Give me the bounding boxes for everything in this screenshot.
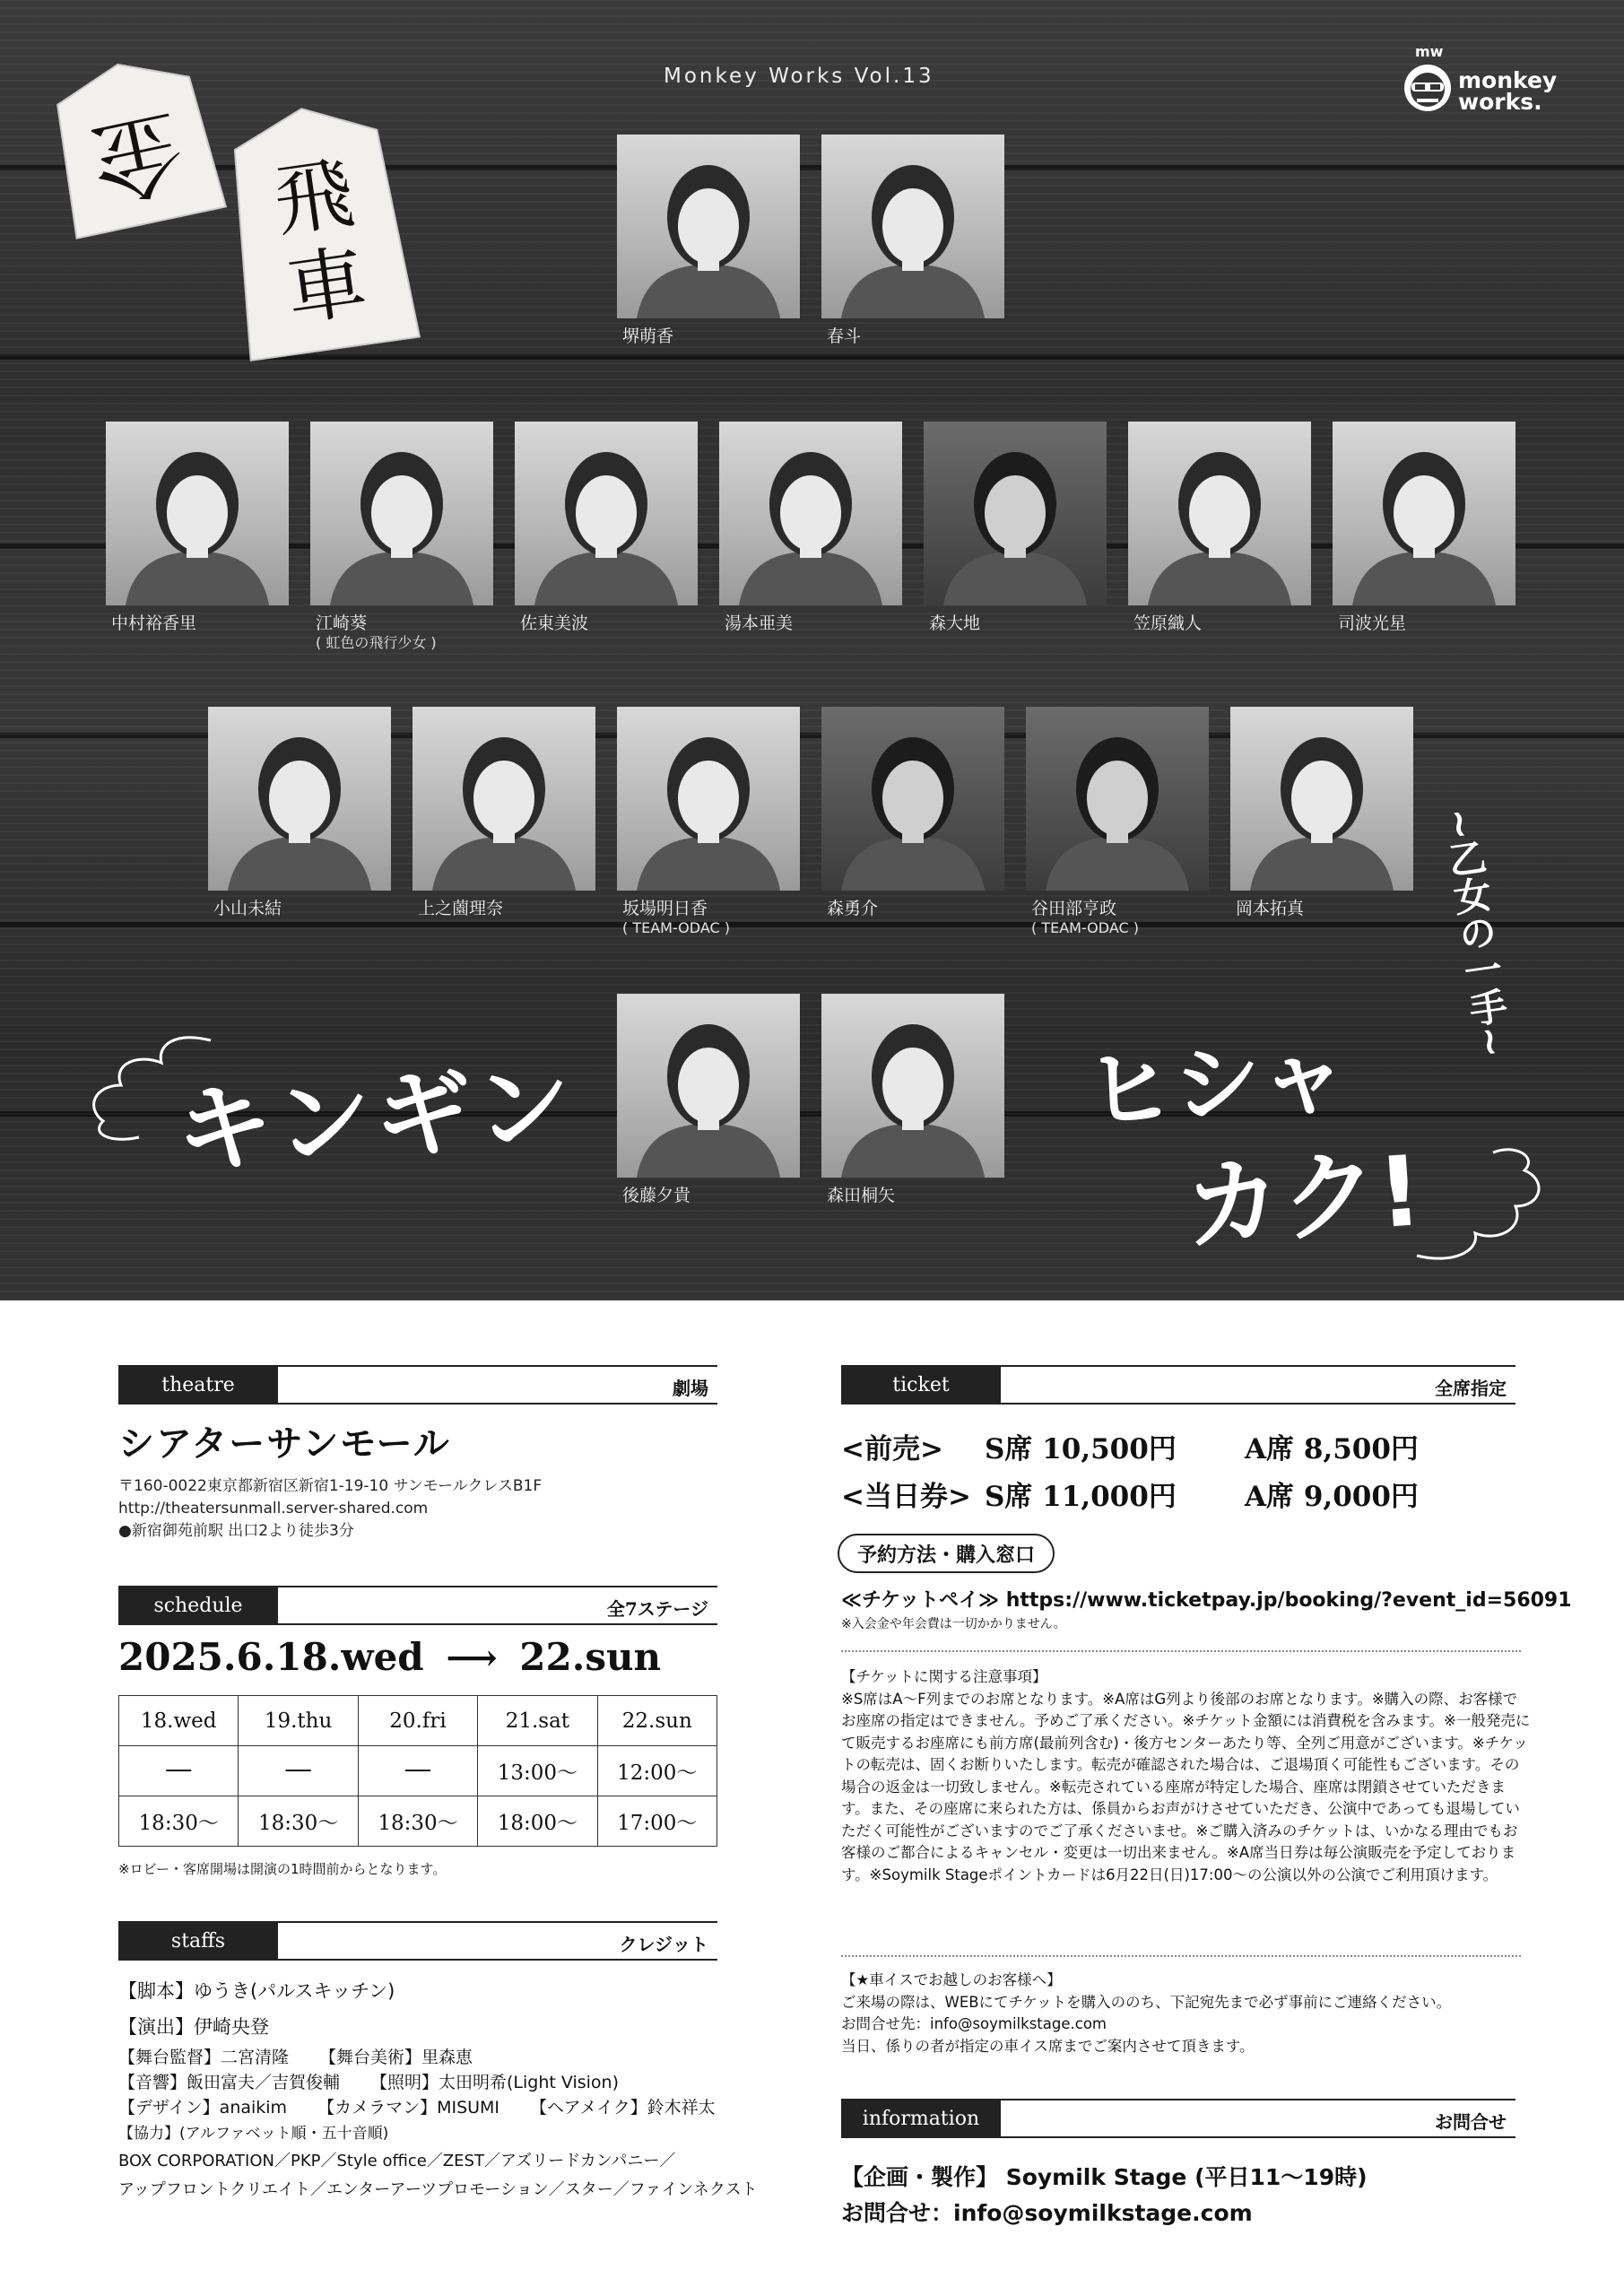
logo-badge: mw	[1415, 43, 1444, 60]
person-silhouette-icon	[924, 422, 1107, 605]
cast-photo	[1333, 422, 1515, 605]
cast-card	[617, 135, 800, 346]
title-kaku: カク!	[1180, 1135, 1426, 1265]
cast-name: 中村裕香里	[111, 613, 197, 633]
person-silhouette-icon	[719, 422, 902, 605]
venue-details	[118, 1475, 542, 1543]
credit-row	[118, 2070, 758, 2095]
cast-name: 湯本亜美	[725, 613, 794, 633]
cast-card	[821, 994, 1004, 1205]
cast-card	[1230, 707, 1413, 918]
wheelchair-contact: お問合せ先：info@soymilkstage.com	[841, 2015, 1107, 2032]
person-silhouette-icon	[1026, 707, 1209, 891]
door-label: <当日券>	[841, 1481, 971, 1513]
divider	[841, 1650, 1521, 1652]
time-cell: ──	[239, 1746, 358, 1796]
venue-address: 〒160-0022東京都新宿区新宿1-19-10 サンモールクレスB1F	[118, 1477, 543, 1495]
time-cell: 18:00～	[478, 1796, 597, 1847]
cast-card	[1128, 422, 1311, 633]
time-cell: 18:30～	[119, 1796, 239, 1847]
logo-text-line2: works.	[1458, 89, 1542, 115]
credit-design: 【デザイン】anaikim	[118, 2098, 288, 2118]
person-silhouette-icon	[1333, 422, 1515, 605]
wheelchair-body: ご来場の際は、WEBにてチケットを購入ののち、下記宛先まで必ず事前にご連絡ください。	[841, 1993, 1452, 2011]
cast-card	[310, 422, 493, 653]
day-cell: 20.fri	[358, 1696, 477, 1746]
logo-text	[1458, 67, 1558, 115]
credit-lighting: 【照明】太田明希(Light Vision)	[370, 2073, 620, 2092]
wheelchair-notes	[841, 1970, 1532, 2057]
cast-name: 江崎葵	[316, 613, 368, 633]
cast-name: 司波光星	[1338, 613, 1407, 633]
person-silhouette-icon	[1230, 707, 1413, 891]
venue-access: ●新宿御苑前駅 出口2より徒歩3分	[118, 1522, 354, 1540]
producer-line: 【企画・製作】 Soymilk Stage (平日11～19時)	[841, 2164, 1368, 2190]
cast-card	[821, 135, 1004, 346]
cast-affiliation: ( TEAM-ODAC )	[622, 919, 730, 936]
person-silhouette-icon	[208, 707, 391, 891]
schedule-tag: schedule	[118, 1586, 278, 1625]
day-cell: 19.thu	[239, 1696, 358, 1746]
cast-photo	[821, 135, 1004, 318]
time-cell: 18:30～	[358, 1796, 477, 1847]
cast-photo	[924, 422, 1107, 605]
cast-name: 笠原織人	[1133, 613, 1203, 633]
person-silhouette-icon	[821, 994, 1004, 1178]
person-silhouette-icon	[413, 707, 595, 891]
cast-card	[617, 994, 800, 1205]
wheelchair-note: 当日、係りの者が指定の車イス席までご案内させて頂きます。	[841, 2037, 1255, 2055]
date-end: 22.sun	[519, 1635, 662, 1679]
person-silhouette-icon	[106, 422, 289, 605]
credit-sound: 【音響】飯田富夫／吉賀俊輔	[118, 2073, 341, 2092]
information-label: お問合せ	[1435, 2111, 1507, 2133]
credit-script: 【脚本】ゆうき(パルスキッチン)	[118, 1980, 395, 2002]
venue-url[interactable]: http://theatersunmall.server-shared.com	[118, 1500, 429, 1518]
shogi-glyph-1: 金	[82, 95, 193, 217]
cast-photo	[617, 135, 800, 318]
logo-text-line1: monkey	[1458, 67, 1558, 93]
ticket-advance-row	[841, 1426, 1419, 1466]
cast-photo	[208, 707, 391, 891]
time-cell: ──	[358, 1746, 477, 1796]
cast-card	[719, 422, 902, 633]
advance-s-price: S席 10,500円	[985, 1433, 1177, 1465]
cast-affiliation: ( TEAM-ODAC )	[1031, 919, 1139, 936]
ticket-notes	[841, 1666, 1532, 1886]
notes-body: ※S席はA～F列までのお席となります。※A席はG列より後部のお席となります。※購入の際、お客様でお座席の指定はできません。予めご了承ください。※チケット金額には消費税を含みます。※一般発売にて販売するお座席にも前方席(最前列含む)・後方センターあたり等、全列ご用意がございます。※チケットの転売は、固くお断りいたします。転売が確認された場合は、ご退場頂く可能性もございます。その場合の返金は一切致しません。※転売されている座席が特定した場合、座席は閉鎖させていただきます。また、その座席に来られた方は、係員からお声がけさせていただき、公演中であっても退場していただく可能性がございますのでご了承くださいませ。※ご購入済みのチケットは、いかなる理由でもお客様のご都合によるキャンセル・変更は一切出来ません。※A席当日券は毎公演販売を予定しております。※Soymilk Stageポイントカードは6月22日(日)17:00～の公演以外の公演でご利用頂けます。	[841, 1690, 1531, 1883]
person-silhouette-icon	[617, 994, 800, 1178]
time-cell: 12:00～	[597, 1746, 716, 1796]
cast-card	[1026, 707, 1209, 938]
ticket-label: 全席指定	[1435, 1378, 1507, 1399]
cast-photo	[719, 422, 902, 605]
cast-photo	[617, 707, 800, 891]
cast-photo	[1230, 707, 1413, 891]
wheelchair-head: 【★車イスでお越しのお客様へ】	[841, 1971, 1062, 1988]
cast-name: 森大地	[929, 613, 981, 633]
schedule-days-row	[119, 1696, 717, 1746]
credit-row	[118, 2095, 758, 2120]
title-kingin: キンギン	[171, 1048, 579, 1189]
theatre-section-bar	[118, 1365, 717, 1405]
cast-affiliation: ( 虹色の飛行少女 )	[316, 634, 437, 651]
cast-photo	[821, 994, 1004, 1178]
schedule-evening-row	[119, 1796, 717, 1847]
cast-name: 春斗	[827, 326, 862, 346]
cast-photo	[413, 707, 595, 891]
staffs-section-bar	[118, 1921, 717, 1961]
person-silhouette-icon	[1128, 422, 1311, 605]
cast-photo	[106, 422, 289, 605]
cast-name: 森勇介	[827, 899, 879, 918]
staffs-tag: staffs	[118, 1921, 278, 1961]
contact-line[interactable]: お問合せ：info@soymilkstage.com	[841, 2200, 1253, 2226]
series-title: Monkey Works Vol.13	[664, 65, 934, 88]
door-a-price: A席 9,000円	[1245, 1481, 1419, 1513]
cast-photo	[1128, 422, 1311, 605]
day-cell: 22.sun	[597, 1696, 716, 1746]
cast-photo	[821, 707, 1004, 891]
cast-name: 谷田部亨政	[1031, 899, 1117, 918]
person-silhouette-icon	[617, 707, 800, 891]
cast-card	[924, 422, 1107, 633]
ticketpay-link[interactable]: ≪チケットペイ≫ https://www.ticketpay.jp/booking/?event_id=56091	[841, 1589, 1572, 1612]
notes-head: 【チケットに関する注意事項】	[841, 1668, 1047, 1685]
schedule-table	[118, 1695, 717, 1847]
cast-name: 上之薗理奈	[418, 899, 504, 918]
advance-label: <前売>	[841, 1433, 943, 1465]
information-tag: information	[841, 2099, 1001, 2138]
staff-credits	[118, 1973, 758, 2205]
person-silhouette-icon	[310, 422, 493, 605]
person-silhouette-icon	[821, 135, 1004, 318]
cast-card	[515, 422, 698, 633]
shogi-glyph-2b: 車	[281, 234, 372, 337]
shogi-piece-hisha	[207, 87, 430, 370]
person-silhouette-icon	[515, 422, 698, 605]
day-cell: 21.sat	[478, 1696, 597, 1746]
time-cell: 17:00～	[597, 1796, 716, 1847]
time-cell: 18:30～	[239, 1796, 358, 1847]
schedule-label: 全7ステージ	[606, 1598, 708, 1620]
cast-photo	[1026, 707, 1209, 891]
cast-name: 小山未結	[213, 899, 282, 918]
ticket-section-bar	[841, 1365, 1515, 1405]
ticket-tag: ticket	[841, 1365, 1001, 1405]
schedule-matinee-row	[119, 1746, 717, 1796]
day-cell: 18.wed	[119, 1696, 239, 1746]
information-section-bar	[841, 2099, 1515, 2138]
time-cell: 13:00～	[478, 1746, 597, 1796]
shogi-glyph-2a: 飛	[268, 145, 360, 248]
credit-camera: 【カメラマン】MISUMI	[317, 2098, 500, 2118]
credit-director: 【演出】伊崎央登	[118, 2016, 269, 2038]
cast-card	[208, 707, 391, 918]
person-silhouette-icon	[821, 707, 1004, 891]
cast-card	[106, 422, 289, 633]
schedule-note: ※ロビー・客席開場は開演の1時間前からとなります。	[118, 1861, 447, 1877]
ticketpay-note: ※入会金や年会費は一切かかりません。	[841, 1617, 1066, 1631]
cast-photo	[515, 422, 698, 605]
shogi-piece-kin	[32, 38, 236, 248]
cast-name: 佐東美波	[520, 613, 589, 633]
credit-coop-1: BOX CORPORATION／PKP／Style office／ZEST／アズリードカンパニー／	[118, 2152, 676, 2170]
credit-art: 【舞台美術】里森恵	[319, 2048, 473, 2067]
credit-row	[118, 2045, 758, 2070]
cloud-right-icon	[1408, 1130, 1551, 1274]
credit-coop-2: アップフロントクリエイト／エンターアーツプロモーション／スター／ファインネクスト	[118, 2180, 758, 2199]
credit-coop-head: 【協力】(アルファベット順・五十音順)	[118, 2125, 389, 2143]
cast-card	[617, 707, 800, 938]
advance-a-price: A席 8,500円	[1245, 1433, 1419, 1465]
time-cell: ──	[119, 1746, 239, 1796]
theatre-tag: theatre	[118, 1365, 278, 1405]
cast-card	[821, 707, 1004, 918]
venue-name: シアターサンモール	[118, 1423, 451, 1465]
credit-stage-manager: 【舞台監督】二宮清隆	[118, 2048, 290, 2067]
cast-name: 坂場明日香	[622, 899, 708, 918]
cast-photo	[617, 994, 800, 1178]
monkey-works-logo	[1399, 43, 1560, 124]
cast-photo	[310, 422, 493, 605]
cast-card	[413, 707, 595, 918]
cast-name: 後藤夕貴	[622, 1186, 691, 1205]
staffs-label: クレジット	[619, 1934, 708, 1955]
cast-card	[1333, 422, 1515, 633]
credit-hair: 【ヘアメイク】鈴木祥太	[530, 2098, 716, 2118]
divider	[841, 1955, 1521, 1957]
door-s-price: S席 11,000円	[985, 1481, 1177, 1513]
cast-name: 森田桐矢	[827, 1186, 896, 1205]
cast-name: 堺萌香	[622, 326, 674, 346]
ticket-door-row	[841, 1474, 1419, 1514]
title-subtitle: ~乙女の一手~	[1436, 804, 1515, 1061]
arrow-right-icon: ⟶	[446, 1637, 498, 1679]
person-silhouette-icon	[617, 135, 800, 318]
schedule-date-range	[118, 1635, 661, 1679]
date-start: 2025.6.18.wed	[118, 1635, 424, 1679]
purchase-method-pill: 予約方法・購入窓口	[838, 1534, 1055, 1573]
schedule-section-bar	[118, 1586, 717, 1625]
cast-name: 岡本拓真	[1236, 899, 1305, 918]
information-lines	[841, 2160, 1368, 2231]
theatre-label: 劇場	[673, 1378, 708, 1399]
title-hisha: ヒシャ	[1081, 1023, 1351, 1145]
